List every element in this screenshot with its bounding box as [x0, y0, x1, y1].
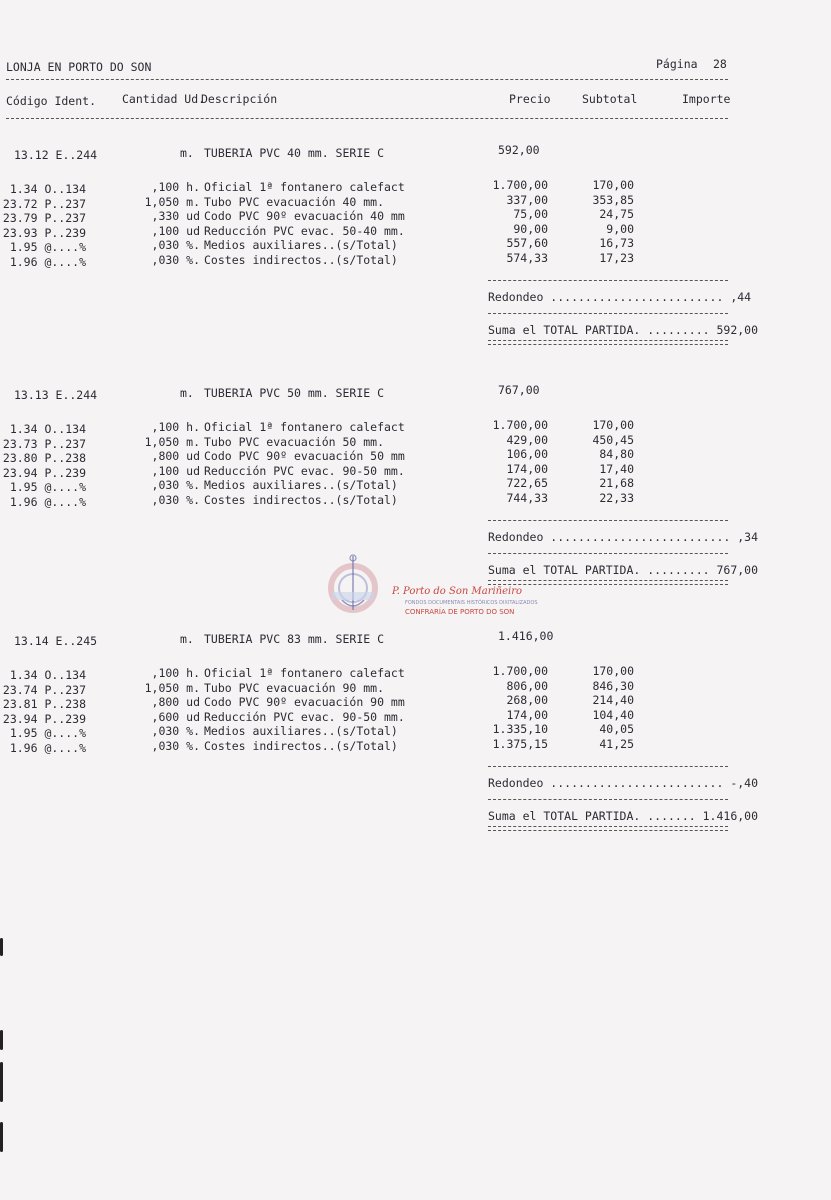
- line-code: 23.72 P..237: [2, 196, 86, 211]
- item-total: Suma el TOTAL PARTIDA. ....... 1.416,00: [488, 808, 759, 823]
- line-price: 174,00: [506, 707, 548, 722]
- header-rule-bottom: [6, 118, 728, 119]
- line-subtotal: 21,68: [599, 476, 634, 491]
- line-code: 23.79 P..237: [2, 211, 86, 226]
- line-quantity: ,030 %.: [151, 739, 200, 753]
- line-quantity: ,100 h.: [151, 420, 200, 434]
- redondeo-rule: [488, 280, 728, 281]
- page-label: Página: [656, 57, 698, 71]
- line-subtotal: 214,40: [592, 693, 634, 708]
- line-subtotal: 40,05: [599, 722, 634, 737]
- redondeo-rule: [488, 520, 728, 521]
- line-quantity: ,100 h.: [151, 180, 200, 194]
- line-price: 337,00: [506, 192, 548, 207]
- line-price: 574,33: [506, 251, 548, 265]
- line-subtotal: 24,75: [599, 207, 634, 222]
- col-importe: Importe: [682, 92, 731, 106]
- total-rule: [488, 799, 728, 800]
- redondeo-rule: [488, 766, 728, 767]
- line-description: Codo PVC 90º evacuación 50 mm: [204, 449, 405, 464]
- line-price: 744,33: [506, 491, 548, 505]
- line-price: 1.700,00: [492, 664, 548, 678]
- line-description: Oficial 1ª fontanero calefact: [204, 666, 405, 680]
- redondeo: Redondeo ......................... ,44: [488, 289, 752, 304]
- col-codigo: Código Ident.: [6, 94, 97, 108]
- page-number: 28: [713, 57, 727, 71]
- item-description: TUBERIA PVC 83 mm. SERIE C: [204, 632, 385, 646]
- item-unit: m.: [180, 146, 194, 160]
- line-subtotal: 353,85: [592, 192, 634, 207]
- line-description: Tubo PVC evacuación 40 mm.: [204, 194, 385, 209]
- line-description: Costes indirectos..(s/Total): [204, 253, 398, 267]
- line-code: 23.94 P..239: [2, 465, 86, 480]
- item-code: 13.13 E..244: [14, 388, 98, 402]
- line-subtotal: 170,00: [592, 664, 634, 678]
- line-description: Costes indirectos..(s/Total): [204, 493, 398, 507]
- redondeo: Redondeo ......................... -,40: [488, 775, 759, 790]
- stamp-org: CONFRARÍA DE PORTO DO SON: [405, 608, 515, 616]
- line-subtotal: 450,45: [592, 432, 634, 447]
- line-code: 1.34 O..134: [9, 182, 86, 196]
- line-quantity: 1,050 m.: [144, 194, 200, 209]
- line-description: Medios auxiliares..(s/Total): [204, 238, 398, 253]
- line-subtotal: 846,30: [592, 678, 634, 693]
- line-code: 23.80 P..238: [2, 451, 86, 466]
- line-subtotal: 17,40: [599, 461, 634, 476]
- binder-mark: [0, 938, 3, 956]
- line-code: 1.95 @....%: [9, 480, 86, 495]
- line-code: 23.81 P..238: [2, 697, 86, 712]
- line-subtotal: 16,73: [599, 236, 634, 251]
- col-descripcion: Descripción: [201, 92, 278, 106]
- line-quantity: ,330 ud: [151, 209, 200, 224]
- line-price: 268,00: [506, 693, 548, 708]
- line-description: Oficial 1ª fontanero calefact: [204, 420, 405, 434]
- line-description: Tubo PVC evacuación 90 mm.: [204, 680, 385, 695]
- stamp-subtitle: FONDOS DOCUMENTAIS HISTÓRICOS DIXITALIZADOS: [405, 600, 538, 606]
- line-code: 1.96 @....%: [9, 495, 86, 509]
- total-rule: [488, 313, 728, 314]
- confraria-seal-logo: [318, 552, 738, 622]
- line-quantity: ,030 %.: [151, 724, 200, 739]
- line-quantity: ,030 %.: [151, 253, 200, 267]
- item-unit: m.: [180, 632, 194, 646]
- binder-mark: [0, 1030, 3, 1050]
- line-description: Codo PVC 90º evacuación 90 mm: [204, 695, 405, 710]
- item-price: 592,00: [498, 143, 540, 157]
- line-price: 106,00: [506, 447, 548, 462]
- line-code: 23.94 P..239: [2, 711, 86, 726]
- line-description: Reducción PVC evac. 90-50 mm.: [204, 709, 405, 724]
- col-cantidad: Cantidad Ud.: [122, 92, 206, 106]
- line-code: 1.95 @....%: [9, 726, 86, 741]
- item-unit: m.: [180, 386, 194, 400]
- line-price: 75,00: [513, 207, 548, 222]
- col-subtotal: Subtotal: [582, 92, 638, 106]
- item-description: TUBERIA PVC 50 mm. SERIE C: [204, 386, 385, 400]
- line-price: 1.335,10: [492, 722, 548, 737]
- line-price: 1.700,00: [492, 418, 548, 432]
- redondeo: Redondeo .......................... ,34: [488, 529, 759, 544]
- line-quantity: ,100 ud: [151, 463, 200, 478]
- line-description: Reducción PVC evac. 90-50 mm.: [204, 463, 405, 478]
- line-quantity: ,800 ud: [151, 449, 200, 464]
- line-subtotal: 170,00: [592, 178, 634, 192]
- line-code: 1.96 @....%: [9, 741, 86, 755]
- line-description: Medios auxiliares..(s/Total): [204, 478, 398, 493]
- item-price: 1.416,00: [498, 629, 554, 643]
- line-price: 90,00: [513, 221, 548, 236]
- line-price: 557,60: [506, 236, 548, 251]
- line-subtotal: 9,00: [606, 221, 634, 236]
- line-price: 174,00: [506, 461, 548, 476]
- line-code: 1.96 @....%: [9, 255, 86, 269]
- line-description: Oficial 1ª fontanero calefact: [204, 180, 405, 194]
- line-quantity: ,100 ud: [151, 223, 200, 238]
- document-title: LONJA EN PORTO DO SON: [6, 60, 152, 74]
- line-subtotal: 22,33: [599, 491, 634, 505]
- line-price: 1.375,15: [492, 737, 548, 751]
- line-quantity: ,100 h.: [151, 666, 200, 680]
- line-description: Medios auxiliares..(s/Total): [204, 724, 398, 739]
- item-code: 13.12 E..244: [14, 148, 98, 162]
- col-precio: Precio: [509, 92, 551, 106]
- line-price: 722,65: [506, 476, 548, 491]
- line-subtotal: 170,00: [592, 418, 634, 432]
- header-rule-top: [6, 79, 728, 80]
- line-quantity: 1,050 m.: [144, 680, 200, 695]
- line-description: Reducción PVC evac. 50-40 mm.: [204, 223, 405, 238]
- line-price: 429,00: [506, 432, 548, 447]
- line-subtotal: 104,40: [592, 707, 634, 722]
- line-quantity: 1,050 m.: [144, 434, 200, 449]
- line-code: 1.95 @....%: [9, 240, 86, 255]
- binder-mark: [0, 1062, 3, 1102]
- line-price: 1.700,00: [492, 178, 548, 192]
- line-description: Tubo PVC evacuación 50 mm.: [204, 434, 385, 449]
- line-quantity: ,030 %.: [151, 238, 200, 253]
- total-double-rule: [488, 826, 728, 831]
- item-total: Suma el TOTAL PARTIDA. ......... 592,00: [488, 322, 759, 337]
- line-code: 1.34 O..134: [9, 668, 86, 682]
- line-description: Codo PVC 90º evacuación 40 mm: [204, 209, 405, 224]
- line-description: Costes indirectos..(s/Total): [204, 739, 398, 753]
- line-code: 23.74 P..237: [2, 682, 86, 697]
- line-price: 806,00: [506, 678, 548, 693]
- stamp-signature: P. Porto do Son Mariñeiro: [392, 586, 523, 597]
- binder-mark: [0, 1122, 3, 1152]
- line-subtotal: 41,25: [599, 737, 634, 751]
- line-quantity: ,030 %.: [151, 478, 200, 493]
- item-price: 767,00: [498, 383, 540, 397]
- line-code: 23.93 P..239: [2, 225, 86, 240]
- line-quantity: ,600 ud: [151, 709, 200, 724]
- line-code: 23.73 P..237: [2, 436, 86, 451]
- total-double-rule: [488, 340, 728, 345]
- line-subtotal: 17,23: [599, 251, 634, 265]
- line-code: 1.34 O..134: [9, 422, 86, 436]
- line-quantity: ,030 %.: [151, 493, 200, 507]
- item-code: 13.14 E..245: [14, 634, 98, 648]
- item-total: Suma el TOTAL PARTIDA. ......... 767,00: [488, 562, 759, 577]
- item-description: TUBERIA PVC 40 mm. SERIE C: [204, 146, 385, 160]
- line-subtotal: 84,80: [599, 447, 634, 462]
- line-quantity: ,800 ud: [151, 695, 200, 710]
